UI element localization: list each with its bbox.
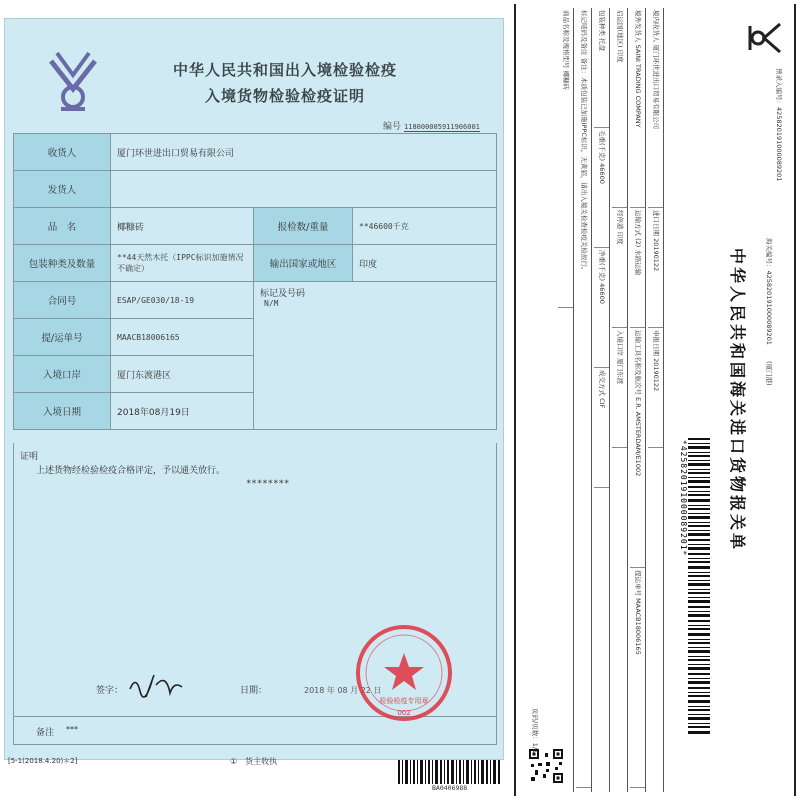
marks-label: 标记及号码	[260, 289, 306, 299]
customs-declaration	[514, 4, 796, 796]
decl-origin-label: 启运国(地区)	[616, 10, 624, 48]
customs-no-value: 425820191000089201	[765, 270, 773, 345]
decl-entry-label: 入境口岸	[616, 330, 624, 356]
customs-emblem-icon	[746, 18, 786, 58]
certificate-subtitle: 入境货物检验检疫证明	[204, 87, 365, 105]
decl-trade-label: 成交方式	[598, 370, 606, 396]
decl-entry-value: 厦门东渡	[616, 358, 624, 385]
decl-port-label: 经停港	[616, 210, 624, 230]
decl-consignor	[630, 8, 645, 208]
decl-origin	[612, 8, 627, 208]
remark-label: 备注	[36, 728, 55, 738]
decl-ship	[630, 328, 645, 568]
marks-cell	[254, 282, 497, 430]
decl-rule-4	[609, 8, 610, 792]
pre-entry-row	[775, 68, 784, 181]
decl-ship-value: E.R. AMSTERDAM/E1002	[634, 397, 642, 477]
port-label: 入境口岸	[14, 356, 111, 393]
decl-goods	[558, 8, 573, 308]
package-value: **44天然木托（IPPC标识加施情况不确定）	[111, 245, 254, 282]
declaration-rotated-content	[520, 8, 794, 792]
bl-label: 提/运单号	[14, 319, 111, 356]
decl-port	[612, 208, 627, 328]
contract-label: 合同号	[14, 282, 111, 319]
declaration-barcode-icon	[688, 438, 710, 738]
qr-code-icon	[528, 748, 564, 784]
weight-value: **46600千克	[353, 208, 497, 245]
decl-bl-value: MAACB18006165	[634, 598, 642, 655]
date-value: 2018年08月19日	[111, 393, 254, 430]
origin-value: 印度	[353, 245, 497, 282]
consignor-value	[111, 171, 497, 208]
serial-number: BA0406988	[432, 784, 468, 792]
decl-remarks-value: 备注：木质包装已加施IPPC标识，无黄貂，请出入境关检查检疫关检放行。	[580, 57, 588, 274]
seal-text: 检验检疫专用章	[379, 697, 429, 705]
contract-value: ESAP/GE030/18-19	[111, 282, 254, 319]
decl-entry	[612, 328, 627, 448]
decl-pack-label: 包装种类	[598, 10, 606, 36]
bl-value: MAACB18006165	[111, 319, 254, 356]
number-value: 118000005911906001	[404, 123, 480, 131]
entry-port-tag: (厦门港)	[765, 361, 773, 386]
official-seal	[354, 623, 454, 723]
decl-transport	[630, 208, 645, 328]
barcode-icon	[398, 760, 502, 784]
certificate-title: 中华人民共和国出入境检验检疫	[172, 61, 397, 79]
customs-no-row	[765, 238, 774, 386]
proof-label: 证明	[20, 452, 39, 462]
decl-remarks	[576, 8, 591, 788]
decl-declare-date-value: 20190122	[652, 358, 660, 392]
decl-port-value: 印度	[616, 231, 624, 245]
remark-value: ***	[66, 725, 78, 734]
decl-ship-label: 运输工具名称及航次号	[634, 330, 642, 395]
consignor-label: 发货人	[14, 171, 111, 208]
certificate-grid	[13, 133, 497, 430]
decl-trade	[594, 368, 609, 488]
decl-declare-date	[648, 328, 663, 448]
decl-gross-value: 46600	[598, 163, 606, 184]
remark-section	[13, 717, 497, 745]
date-label: 入境日期	[14, 393, 111, 430]
consignee-value: 厦门环世进出口贸易有限公司	[111, 134, 497, 171]
pre-entry-value: 425820191000089201	[775, 107, 783, 182]
inspection-certificate	[4, 18, 504, 760]
decl-gross-label: 毛重(千克)	[598, 130, 606, 162]
decl-origin-value: 印度	[616, 49, 624, 63]
origin-label: 输出国家或地区	[254, 245, 353, 282]
sign-label: 签字：	[96, 686, 124, 696]
decl-consignee-value: 厦门环世进出口贸易有限公司	[652, 44, 660, 130]
declaration-title: 中华人民共和国海关进口货物报关单	[728, 248, 747, 553]
package-label: 包装种类及数量	[14, 245, 111, 282]
port-value: 厦门东渡港区	[111, 356, 254, 393]
goods-value: 椰糠砖	[111, 208, 254, 245]
goods-label: 品 名	[14, 208, 111, 245]
decl-rule-1	[663, 8, 664, 792]
footer-code: [5-1(2018.4.20)＊2]	[8, 757, 78, 765]
certificate-number-row	[383, 119, 480, 132]
decl-transport-label: 运输方式 (2)	[634, 210, 642, 248]
decl-goods-label: 商品名称及规格型号	[562, 10, 570, 69]
decl-net-value: 46600	[598, 283, 606, 304]
decl-consignor-value: SAINI TRADING COMPANY	[634, 44, 642, 128]
decl-rule-5	[591, 8, 592, 792]
number-label: 编号	[383, 122, 402, 132]
page-label: 页码/页数：1/1	[531, 708, 539, 754]
decl-consignee	[648, 8, 663, 208]
decl-trade-value: CIF	[598, 398, 606, 409]
marks-value: N/M	[264, 299, 279, 308]
decl-pack	[594, 8, 609, 128]
decl-import-date-value: 20190122	[652, 238, 660, 272]
decl-bl	[630, 568, 645, 788]
proof-stars: ********	[246, 479, 290, 489]
decl-bl-label: 提运单号	[634, 570, 642, 596]
decl-import-date-label: 进口日期	[652, 210, 660, 236]
weight-label: 报检数/重量	[254, 208, 353, 245]
proof-text: 上述货物经检验检疫合格评定，予以通关放行。	[36, 466, 226, 476]
decl-goods-value: 椰糠砖	[562, 70, 570, 91]
decl-net-label: 净重(千克)	[598, 250, 606, 282]
seal-code: 002	[397, 709, 411, 717]
decl-import-date	[648, 208, 663, 328]
decl-pack-value: 托盘	[598, 38, 606, 52]
customs-no-label: 海关编号：	[765, 238, 773, 271]
declaration-barcode-number: *425820191000089201*	[679, 440, 688, 557]
date-sign-label: 日期：	[240, 686, 268, 696]
date-sign-value: 2018 年 08 月 22 日	[304, 686, 382, 695]
footer-copy: ① 货主收执	[230, 757, 278, 766]
decl-transport-value: 水路运输	[634, 249, 642, 276]
decl-declare-date-label: 申报日期	[652, 330, 660, 356]
decl-gross	[594, 128, 609, 248]
decl-rule-2	[645, 8, 646, 792]
decl-net	[594, 248, 609, 368]
decl-rule-6	[573, 8, 574, 792]
decl-rule-3	[627, 8, 628, 792]
inspection-emblem-icon	[43, 49, 103, 119]
handwritten-signature	[126, 671, 186, 701]
proof-section	[13, 443, 497, 717]
decl-remarks-label: 标记唛码及备注	[580, 10, 588, 56]
pre-entry-label: 预录入编号：	[775, 68, 783, 107]
consignee-label: 收货人	[14, 134, 111, 171]
decl-consignee-label: 境内收货人	[652, 10, 660, 43]
decl-consignor-label: 境外发货人	[634, 10, 642, 43]
